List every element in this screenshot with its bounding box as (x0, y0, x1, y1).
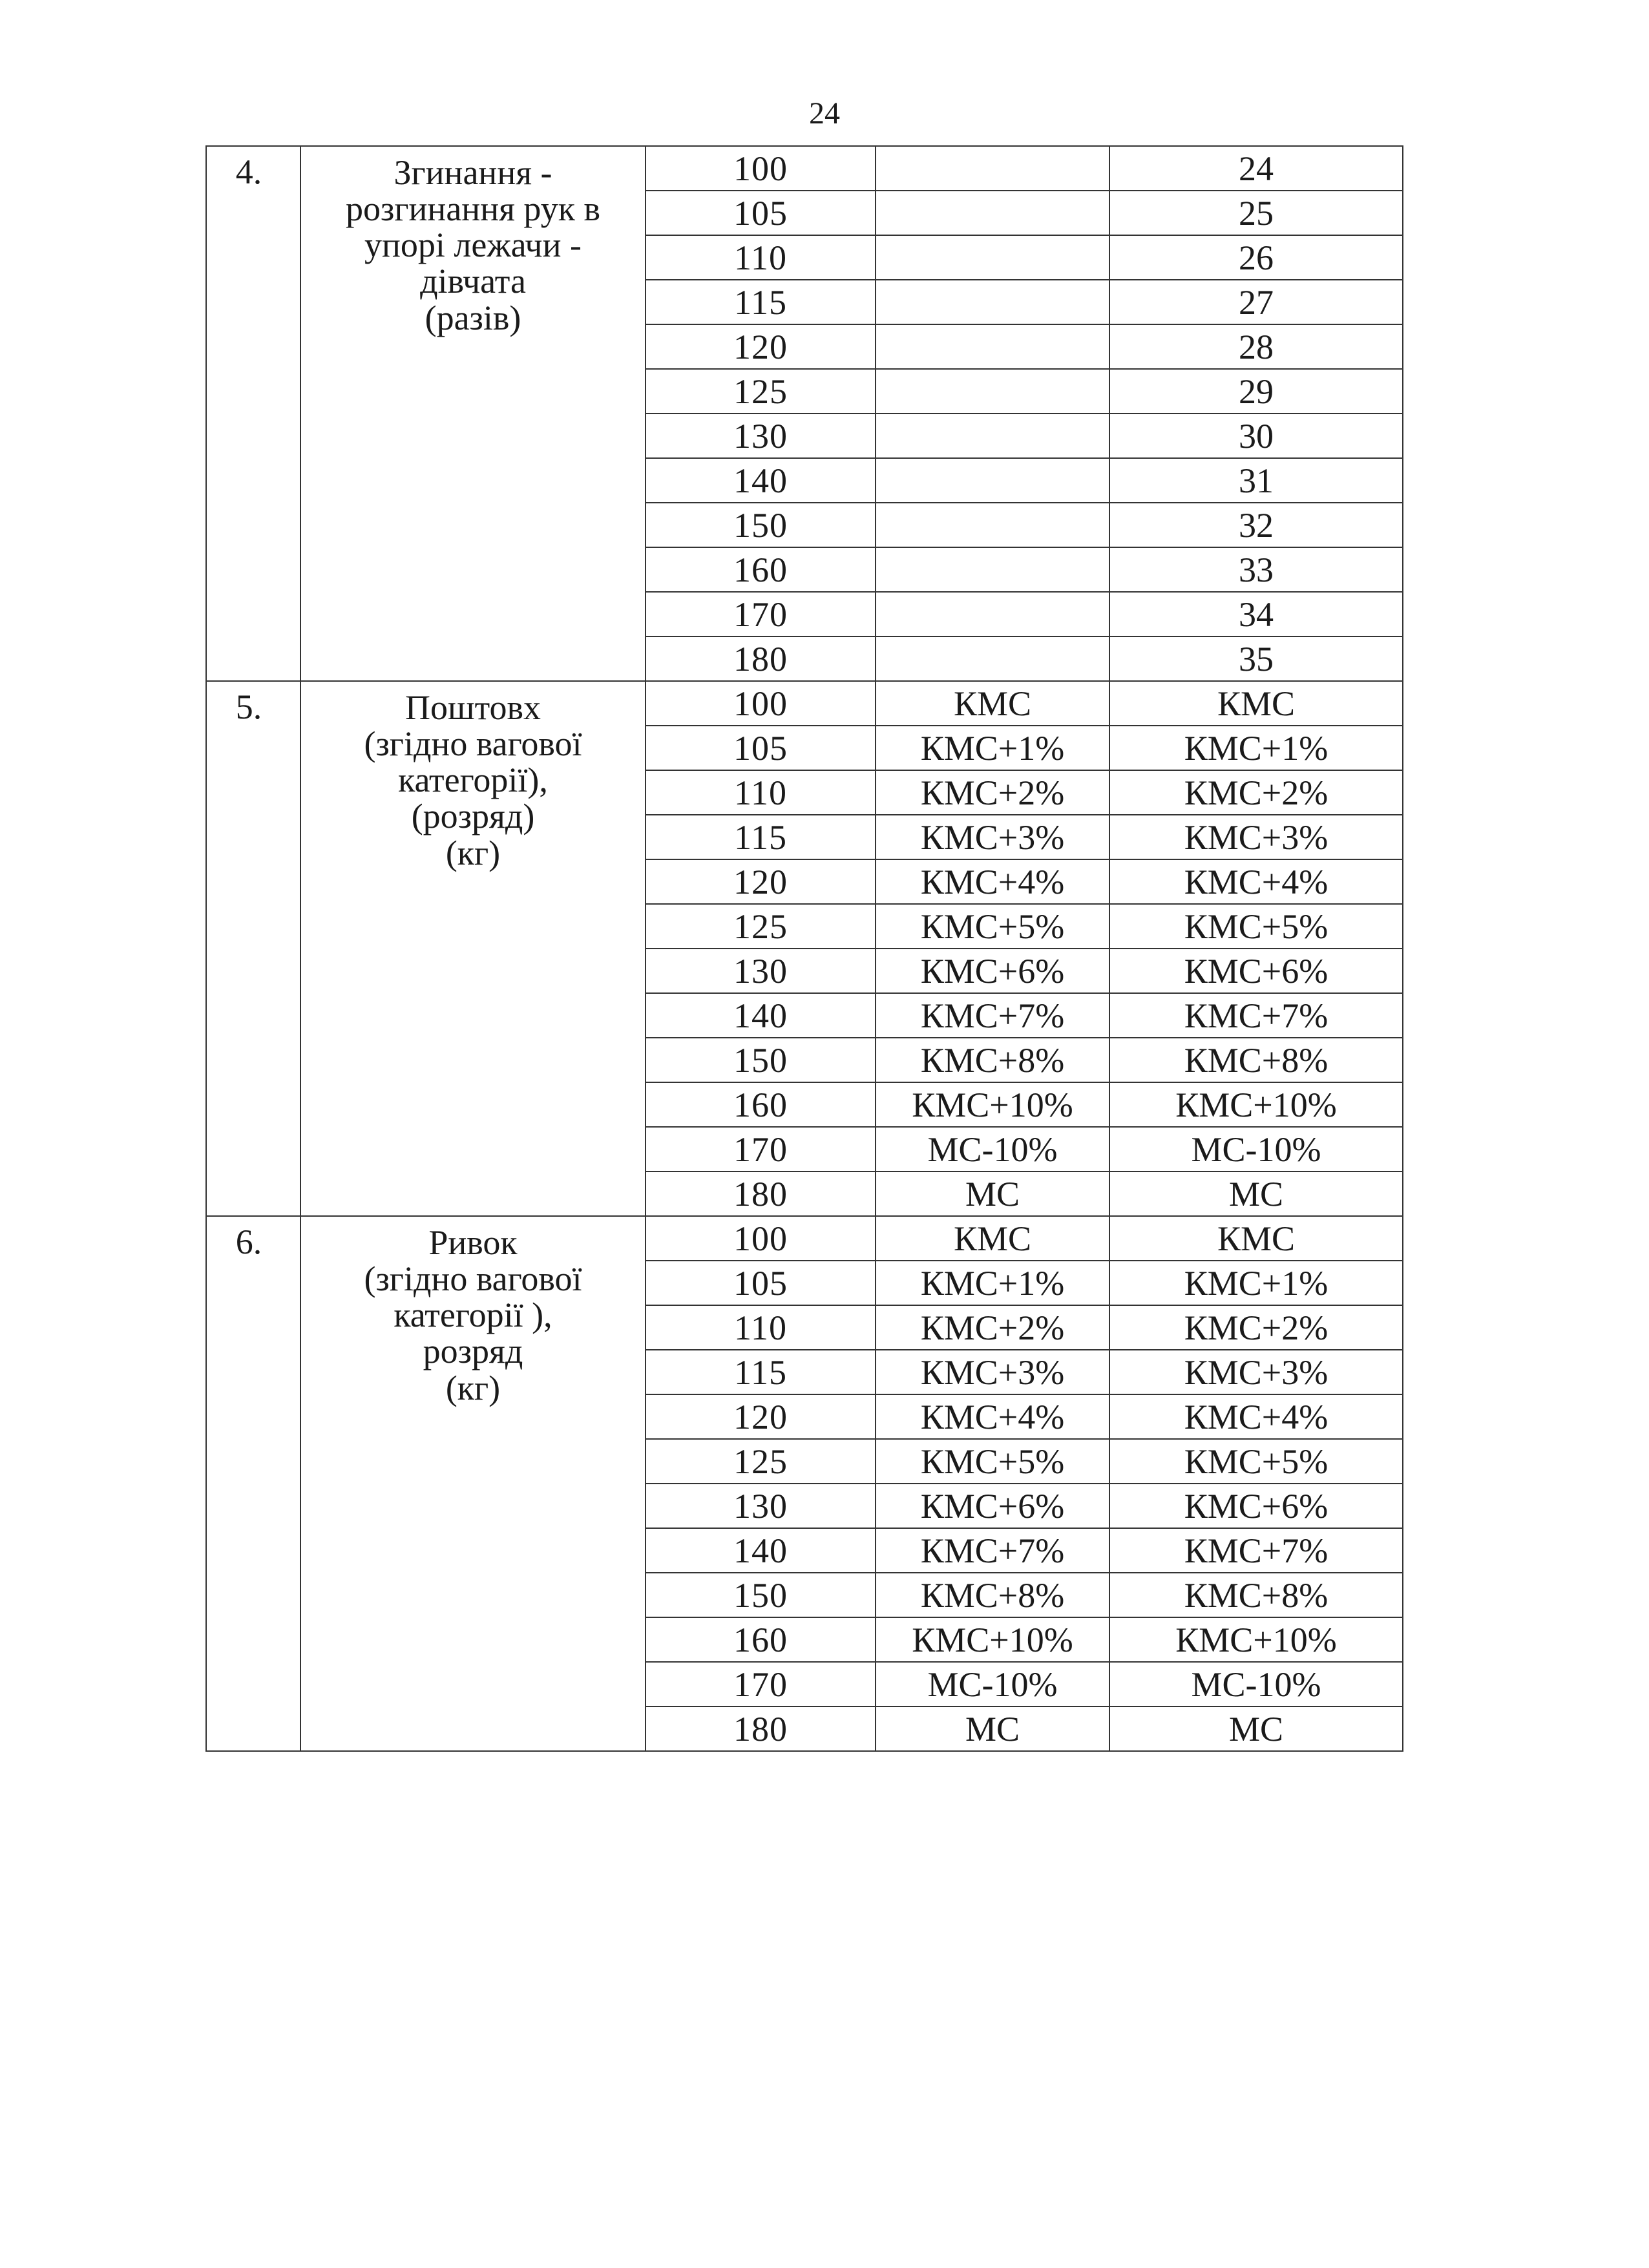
value-cell-b: КМС+5% (1109, 904, 1403, 949)
exercise-name-line: категорії), (398, 761, 548, 800)
value-cell-b: 31 (1109, 458, 1403, 503)
value-cell-a (876, 146, 1109, 191)
value-cell-a: МС (876, 1706, 1109, 1751)
exercise-name-line: Згинання - (394, 153, 552, 192)
exercise-name-line: упорі лежачи - (364, 226, 582, 265)
percent-cell: 120 (646, 324, 876, 369)
value-cell-b: КМС+10% (1109, 1082, 1403, 1127)
value-cell-b: КМС+1% (1109, 726, 1403, 770)
percent-cell: 120 (646, 859, 876, 904)
percent-cell: 105 (646, 191, 876, 235)
value-cell-b: 33 (1109, 547, 1403, 592)
value-cell-b: 27 (1109, 280, 1403, 324)
value-cell-b: КМС+2% (1109, 1305, 1403, 1350)
table-row (206, 1216, 1403, 1261)
percent-cell: 160 (646, 1082, 876, 1127)
percent-cell: 150 (646, 1038, 876, 1082)
value-cell-a: КМС+7% (876, 993, 1109, 1038)
value-cell-b: КМС (1109, 681, 1403, 726)
percent-cell: 170 (646, 592, 876, 636)
percent-cell: 100 (646, 1216, 876, 1261)
value-cell-a (876, 414, 1109, 458)
value-cell-b: 32 (1109, 503, 1403, 547)
value-cell-b: КМС+1% (1109, 1261, 1403, 1305)
value-cell-a: КМС+10% (876, 1617, 1109, 1662)
value-cell-b: КМС+3% (1109, 815, 1403, 859)
exercise-name (300, 1216, 646, 1751)
value-cell-a: КМС+4% (876, 859, 1109, 904)
percent-cell: 125 (646, 369, 876, 414)
value-cell-a: КМС (876, 681, 1109, 726)
percent-cell: 180 (646, 636, 876, 681)
value-cell-a: КМС+8% (876, 1573, 1109, 1617)
value-cell-b: КМС+3% (1109, 1350, 1403, 1394)
value-cell-b: КМС+5% (1109, 1439, 1403, 1484)
exercise-name-line: дівчата (420, 262, 526, 301)
exercise-name-line: розгинання рук в (346, 189, 600, 229)
value-cell-a (876, 547, 1109, 592)
percent-cell: 150 (646, 1573, 876, 1617)
value-cell-b: 29 (1109, 369, 1403, 414)
value-cell-a (876, 636, 1109, 681)
exercise-name (300, 681, 646, 1216)
value-cell-a: КМС+8% (876, 1038, 1109, 1082)
value-cell-a: КМС+6% (876, 949, 1109, 993)
norms-table (205, 145, 1403, 1752)
percent-cell: 115 (646, 815, 876, 859)
percent-cell: 120 (646, 1394, 876, 1439)
value-cell-a (876, 235, 1109, 280)
percent-cell: 170 (646, 1127, 876, 1171)
value-cell-a: МС-10% (876, 1127, 1109, 1171)
percent-cell: 110 (646, 1305, 876, 1350)
exercise-name-line: (згідно вагової (364, 1259, 582, 1299)
value-cell-a: КМС+1% (876, 726, 1109, 770)
value-cell-b: КМС+2% (1109, 770, 1403, 815)
value-cell-a: МС-10% (876, 1662, 1109, 1706)
value-cell-a: КМС+2% (876, 770, 1109, 815)
value-cell-b: КМС+8% (1109, 1038, 1403, 1082)
percent-cell: 130 (646, 949, 876, 993)
value-cell-a: КМС (876, 1216, 1109, 1261)
percent-cell: 100 (646, 681, 876, 726)
value-cell-a (876, 191, 1109, 235)
table-row (206, 681, 1403, 726)
norms-table-body (206, 146, 1403, 1751)
percent-cell: 150 (646, 503, 876, 547)
value-cell-b: МС-10% (1109, 1662, 1403, 1706)
value-cell-a (876, 592, 1109, 636)
value-cell-b: КМС+7% (1109, 993, 1403, 1038)
percent-cell: 160 (646, 1617, 876, 1662)
section-number: 5. (206, 681, 300, 1216)
value-cell-b: 28 (1109, 324, 1403, 369)
percent-cell: 180 (646, 1171, 876, 1216)
percent-cell: 100 (646, 146, 876, 191)
exercise-name-line: (кг) (445, 833, 501, 872)
value-cell-a (876, 369, 1109, 414)
value-cell-a: КМС+2% (876, 1305, 1109, 1350)
exercise-name-line: (розряд) (411, 797, 535, 836)
value-cell-b: 24 (1109, 146, 1403, 191)
value-cell-a: КМС+5% (876, 904, 1109, 949)
value-cell-a: КМС+1% (876, 1261, 1109, 1305)
percent-cell: 105 (646, 1261, 876, 1305)
value-cell-b: КМС+6% (1109, 949, 1403, 993)
percent-cell: 110 (646, 770, 876, 815)
percent-cell: 115 (646, 1350, 876, 1394)
value-cell-b: КМС (1109, 1216, 1403, 1261)
exercise-name-line: категорії ), (394, 1296, 552, 1335)
percent-cell: 110 (646, 235, 876, 280)
section-number: 6. (206, 1216, 300, 1751)
percent-cell: 140 (646, 993, 876, 1038)
value-cell-a: КМС+6% (876, 1484, 1109, 1528)
value-cell-b: КМС+7% (1109, 1528, 1403, 1573)
value-cell-a (876, 458, 1109, 503)
percent-cell: 130 (646, 414, 876, 458)
value-cell-b: КМС+4% (1109, 1394, 1403, 1439)
percent-cell: 180 (646, 1706, 876, 1751)
exercise-name (300, 146, 646, 681)
value-cell-b: КМС+10% (1109, 1617, 1403, 1662)
percent-cell: 105 (646, 726, 876, 770)
value-cell-a (876, 280, 1109, 324)
value-cell-a: КМС+4% (876, 1394, 1109, 1439)
section-number: 4. (206, 146, 300, 681)
percent-cell: 140 (646, 458, 876, 503)
value-cell-a: КМС+3% (876, 815, 1109, 859)
value-cell-b: КМС+8% (1109, 1573, 1403, 1617)
exercise-name-line: Ривок (428, 1223, 518, 1262)
value-cell-b: 26 (1109, 235, 1403, 280)
value-cell-b: КМС+6% (1109, 1484, 1403, 1528)
exercise-name-line: (згідно вагової (364, 724, 582, 764)
percent-cell: 160 (646, 547, 876, 592)
percent-cell: 125 (646, 1439, 876, 1484)
value-cell-b: МС-10% (1109, 1127, 1403, 1171)
value-cell-b: 34 (1109, 592, 1403, 636)
exercise-name-line: (кг) (445, 1368, 501, 1407)
percent-cell: 130 (646, 1484, 876, 1528)
exercise-name-line: розряд (423, 1332, 523, 1371)
value-cell-a (876, 503, 1109, 547)
table-row (206, 146, 1403, 191)
exercise-name-line: Поштовх (405, 688, 541, 727)
value-cell-a: МС (876, 1171, 1109, 1216)
value-cell-a (876, 324, 1109, 369)
value-cell-a: КМС+5% (876, 1439, 1109, 1484)
value-cell-a: КМС+3% (876, 1350, 1109, 1394)
value-cell-b: КМС+4% (1109, 859, 1403, 904)
value-cell-b: 35 (1109, 636, 1403, 681)
percent-cell: 115 (646, 280, 876, 324)
value-cell-b: 30 (1109, 414, 1403, 458)
percent-cell: 170 (646, 1662, 876, 1706)
percent-cell: 125 (646, 904, 876, 949)
value-cell-a: КМС+10% (876, 1082, 1109, 1127)
percent-cell: 140 (646, 1528, 876, 1573)
value-cell-a: КМС+7% (876, 1528, 1109, 1573)
exercise-name-line: (разів) (425, 298, 521, 337)
value-cell-b: МС (1109, 1706, 1403, 1751)
page-number: 24 (809, 96, 840, 131)
value-cell-b: 25 (1109, 191, 1403, 235)
value-cell-b: МС (1109, 1171, 1403, 1216)
